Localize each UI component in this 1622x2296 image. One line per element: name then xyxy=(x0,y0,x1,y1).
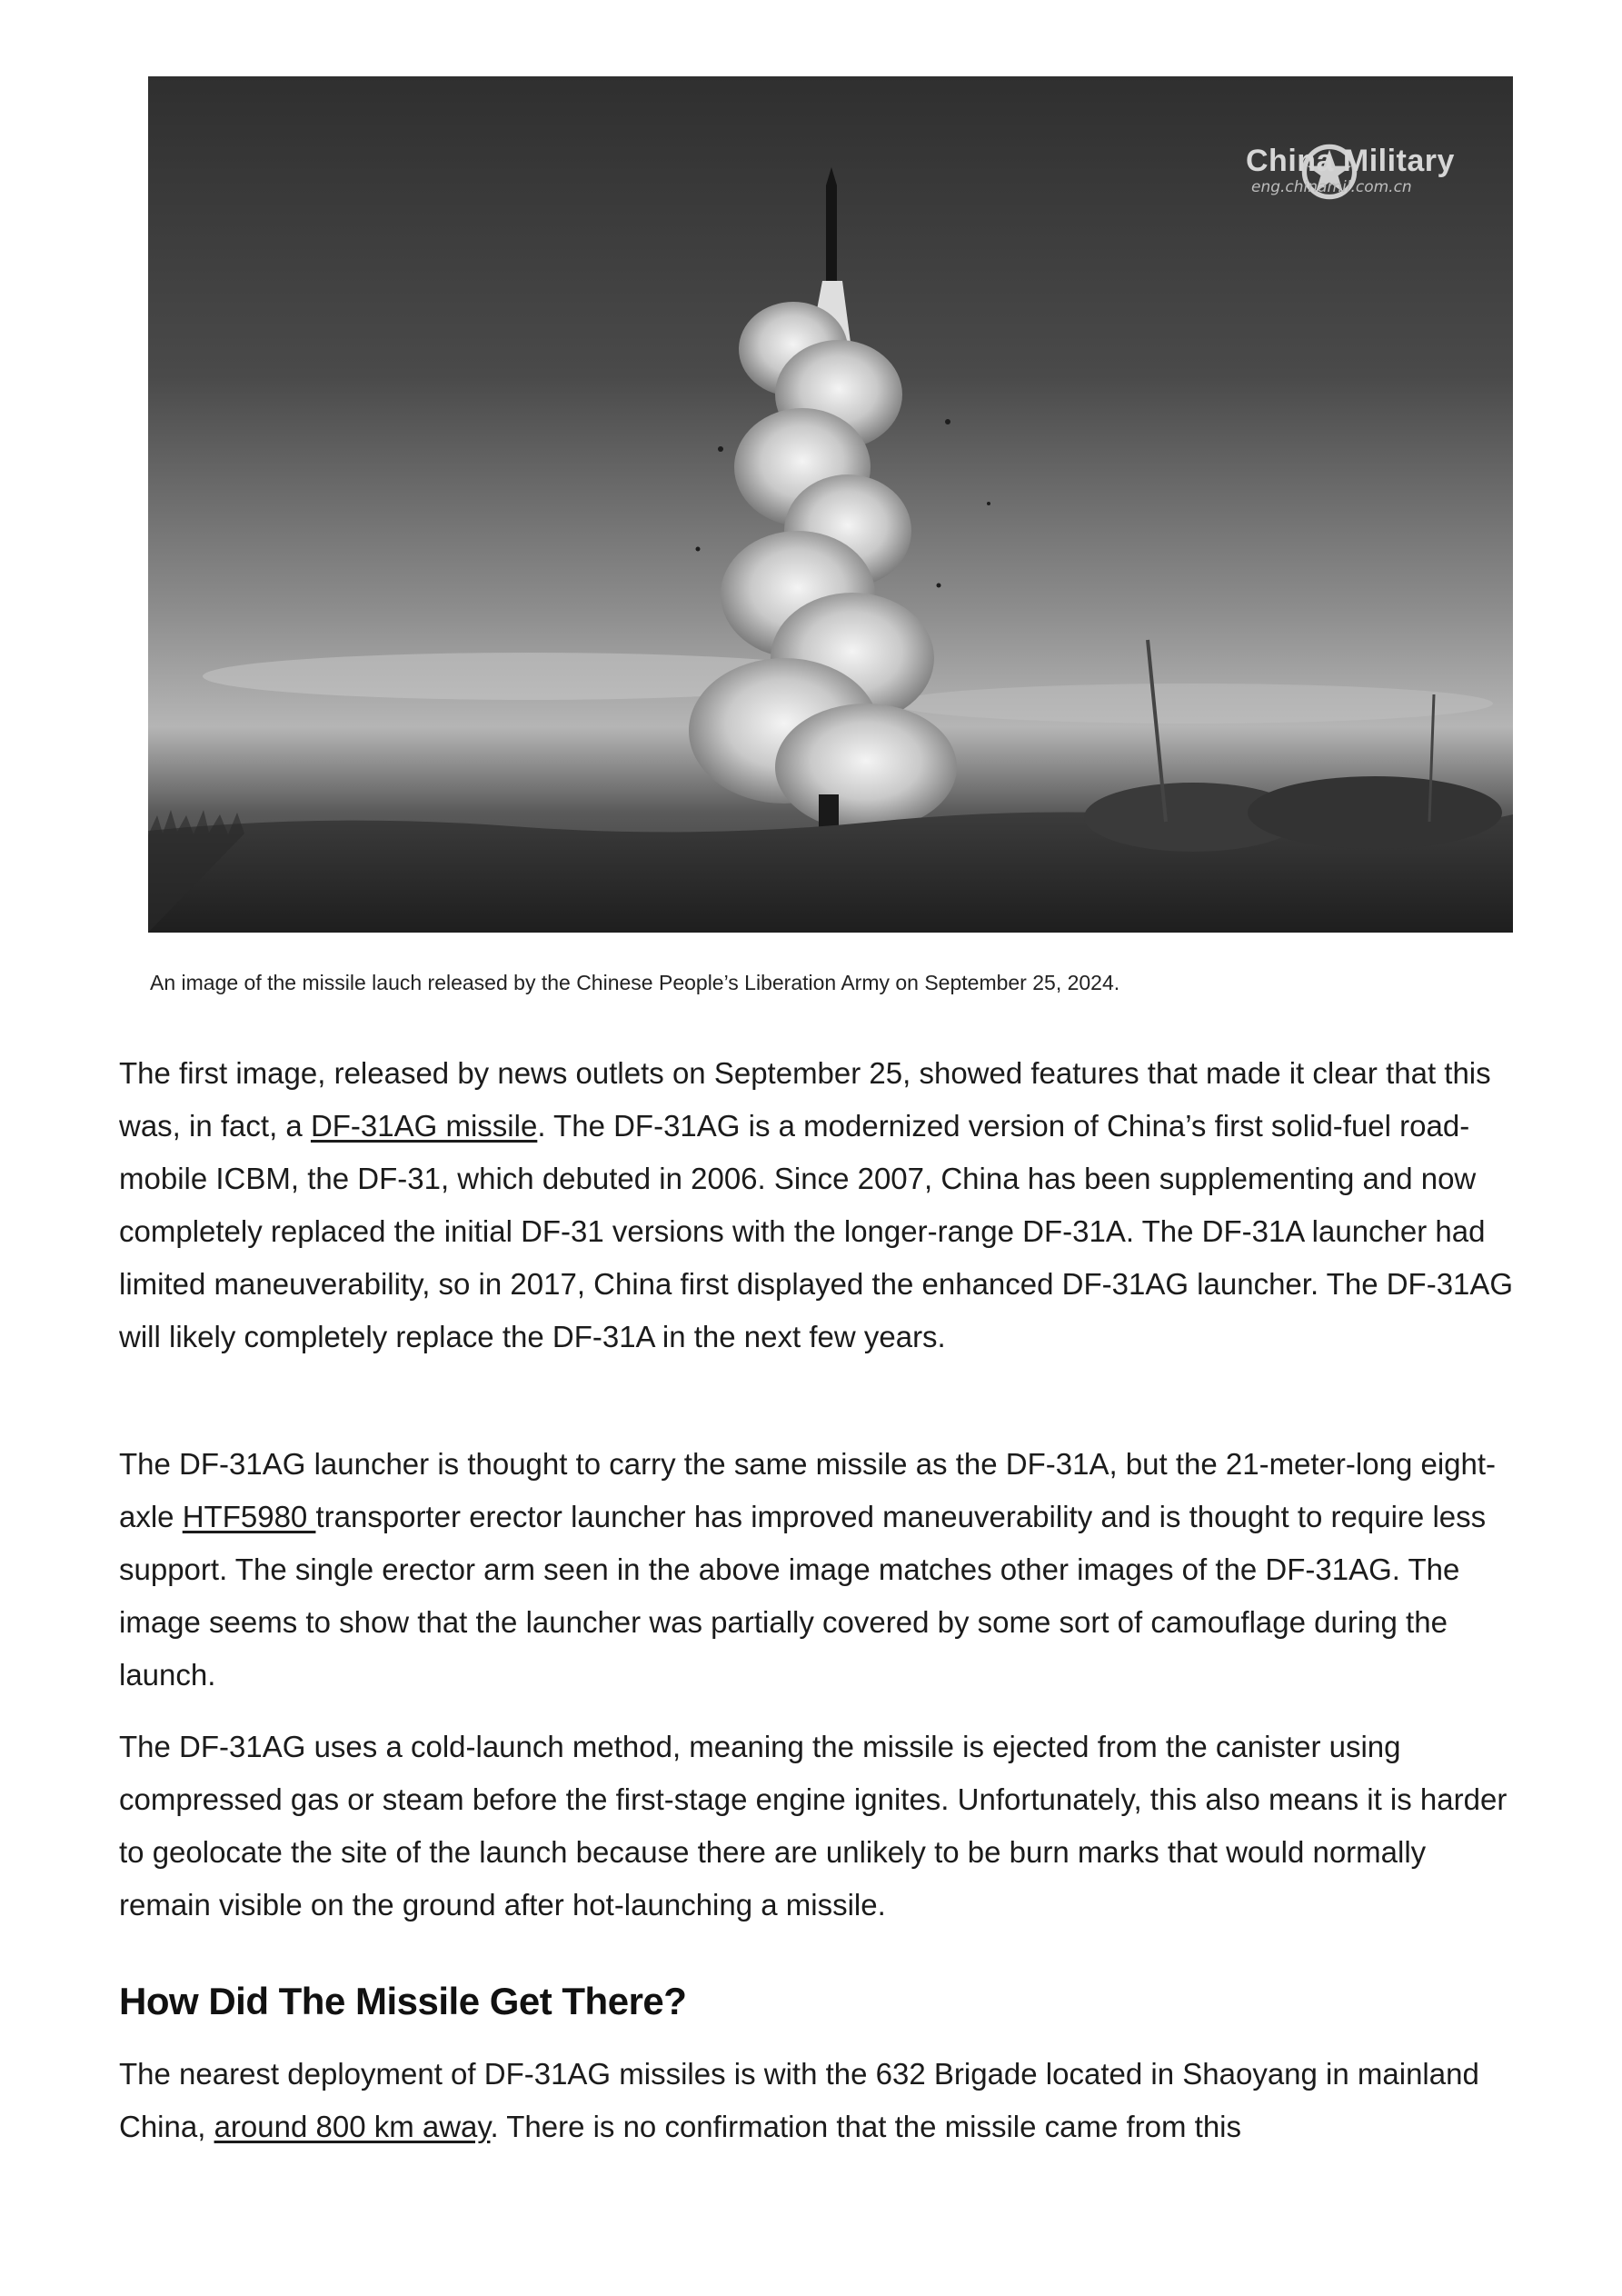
missile-body xyxy=(826,185,837,281)
debris xyxy=(945,419,950,424)
section-paragraph xyxy=(119,2048,1518,2153)
paragraph-1-text-end: . The DF-31AG is a modernized version of China’s first solid-fuel road-mobile ICBM, the DF-31, which debuted in 2006. Since 2007, China has been supplementing and now completely replaced the initial DF-31 versions with the longer-range DF-31A. The DF-31A launcher had limited maneuverability, so in 2017, China first displayed the enhanced DF-31AG launcher. The DF-31AG will likely completely replace the DF-31A in the next few years. xyxy=(119,1109,1514,1353)
paragraph-1 xyxy=(119,1047,1518,1363)
launch-scene xyxy=(148,76,1513,933)
paragraph-2-text-start: The DF-31AG launcher is thought to carry the same missile as the DF-31A, but the 21-meter-long eight-axle xyxy=(119,1447,1497,1533)
china-military-watermark xyxy=(1175,140,1484,204)
section-heading: How Did The Missile Get There? xyxy=(119,1980,687,2022)
df31ag-missile-link[interactable]: DF-31AG missile xyxy=(310,1109,538,1143)
figure-caption: An image of the missile lauch released by the Chinese People’s Liberation Army on September 25, 2024. xyxy=(150,971,1120,994)
missile-launch-photo xyxy=(148,76,1513,933)
debris xyxy=(696,547,701,552)
debris xyxy=(718,446,723,452)
paragraph-2 xyxy=(119,1438,1518,1702)
section-text-start: The nearest deployment of DF-31AG missiles is with the 632 Brigade located in Shaoyang in mainland China, xyxy=(119,2057,1479,2143)
shrub xyxy=(1248,776,1502,849)
missile-nose xyxy=(826,167,837,185)
paragraph-2-text-end: transporter erector launcher has improved maneuverability and is thought to require less support. The single erector arm seen in the above image matches other images of the DF-31AG. The image seems to show that the launcher was partially covered by some sort of camouflage during the launch. xyxy=(119,1500,1487,1692)
cloud xyxy=(893,684,1493,724)
debris xyxy=(987,502,990,505)
watermark-url: eng.chinamil.com.cn xyxy=(1251,178,1412,196)
debris xyxy=(937,584,941,588)
section-text-end: . There is no confirmation that the missile came from this xyxy=(490,2110,1242,2143)
watermark-title: China Military xyxy=(1246,144,1455,178)
paragraph-3: The DF-31AG uses a cold-launch method, meaning the missile is ejected from the canister using compressed gas or steam before the first-stage engine ignites. Unfortunately, this also means it is harder to geolocate the site of the launch because there are unlikely to be burn marks that would normally remain visible on the ground after hot-launching a missile. xyxy=(119,1730,1508,1922)
around-800-km-link[interactable]: around 800 km away xyxy=(214,2110,491,2143)
smoke-puff xyxy=(775,704,957,831)
paragraph-1-text-start: The first image, released by news outlets on September 25, showed features that made it clear that this was, in fact, a xyxy=(119,1056,1491,1143)
htf5980-link[interactable]: HTF5980 xyxy=(182,1500,316,1533)
